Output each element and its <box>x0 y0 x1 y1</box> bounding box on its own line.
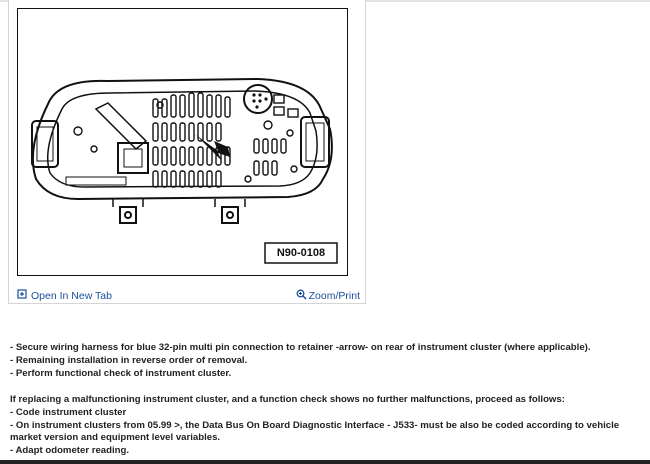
step-item: - Code instrument cluster <box>10 406 127 418</box>
cluster-drawing <box>18 9 348 276</box>
step-item: - Secure wiring harness for blue 32-pin multi pin connection to retainer -arrow- on rear of instrument cluster (where applicable). <box>10 342 591 353</box>
open-in-new-tab-link[interactable] <box>17 289 112 302</box>
figure-label: N90-0108 <box>276 247 326 259</box>
zoom-print-link[interactable] <box>296 289 360 303</box>
procedure-text <box>10 342 646 458</box>
step-item: - On instrument clusters from 05.99 >, the Data Bus On Board Diagnostic Interface - J533- must be also be coded according to vehicle market version and equipment level variables. <box>10 419 620 444</box>
figure-toolbar <box>8 286 366 304</box>
open-in-new-tab-label: Open In New Tab <box>31 289 112 302</box>
intro-paragraph: If replacing a malfunctioning instrument cluster, and a function check shows no further malfunctions, proceed as follows: <box>10 393 565 405</box>
open-tab-icon <box>17 289 27 302</box>
instrument-cluster-diagram <box>17 8 348 276</box>
bottom-edge <box>0 460 650 464</box>
step-item: - Perform functional check of instrument cluster. <box>10 367 232 379</box>
step-item: - Adapt odometer reading. <box>10 445 130 457</box>
zoom-print-label: Zoom/Print <box>308 290 360 302</box>
step-item: - Remaining installation in reverse order of removal. <box>10 354 248 366</box>
zoom-icon <box>296 289 307 303</box>
